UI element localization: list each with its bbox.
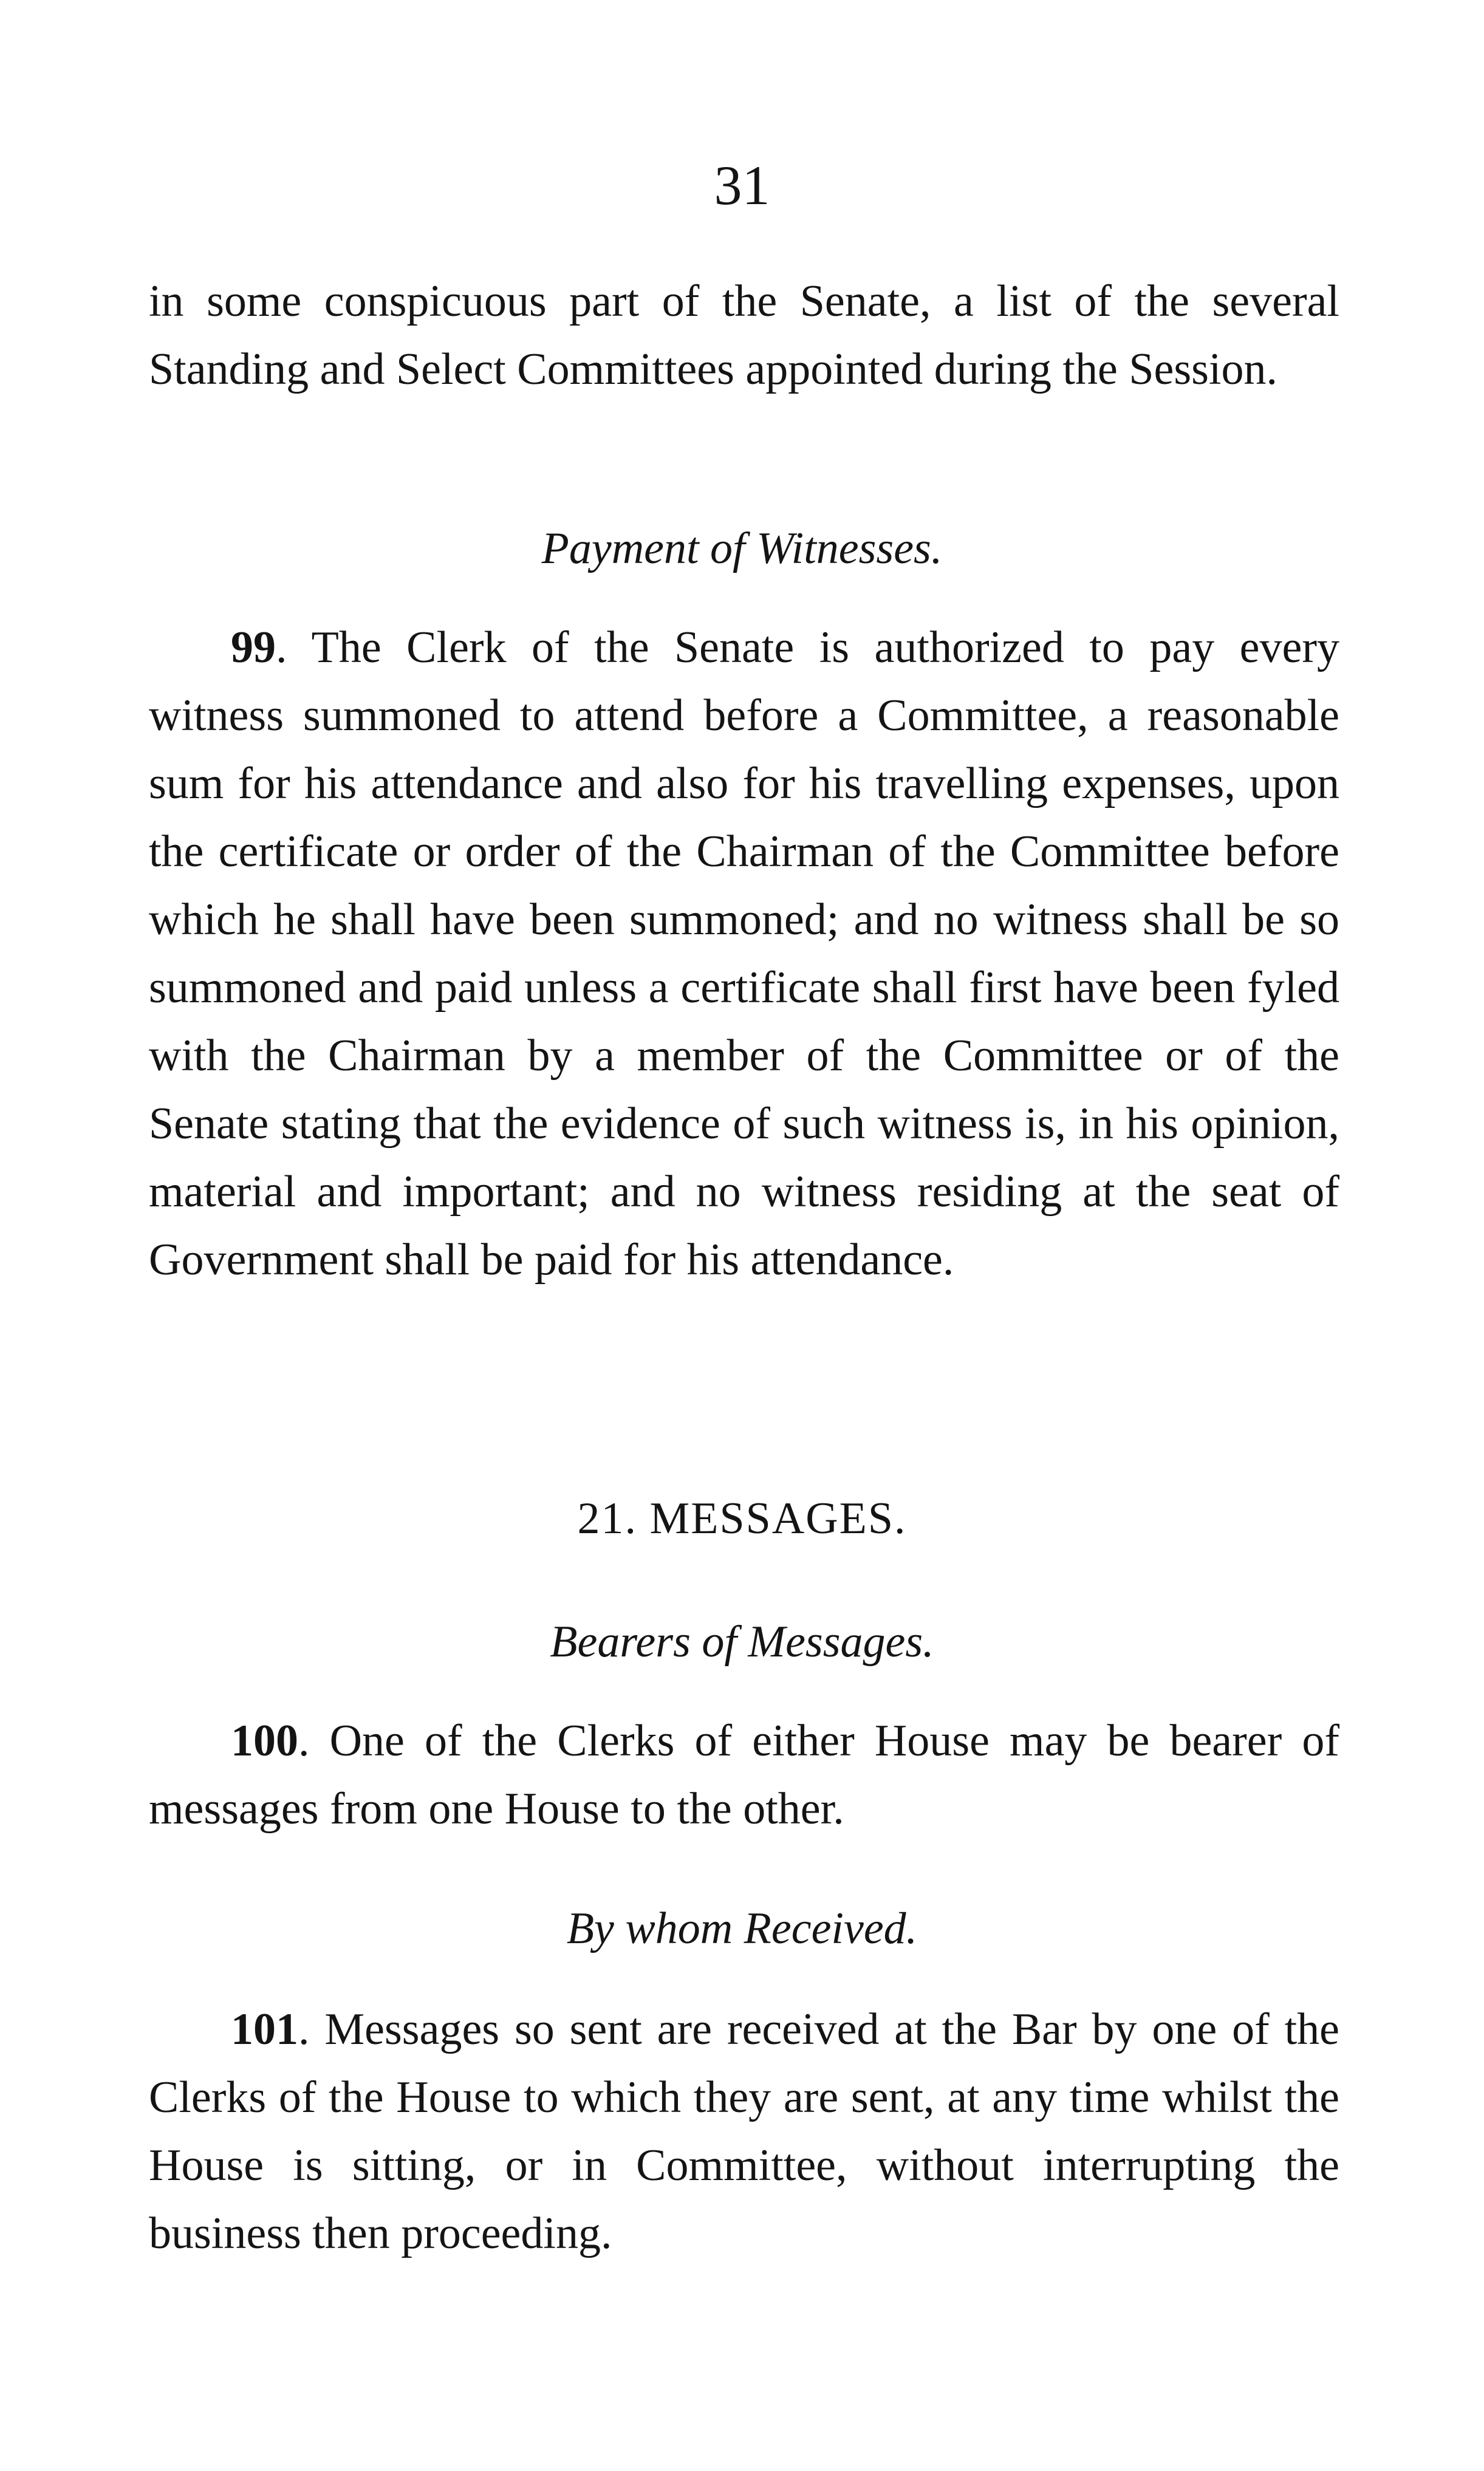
rule-99-paragraph: 99. The Clerk of the Senate is authorized to pay every witness summoned to attend before a Committee, a reasonable sum for his attendance and also for his travelling expenses, upon the certificate or order of the Chairman of the Committee before which he shall have been summoned; and no witness shall be so summoned and paid unless a certificate shall first have been fyled with the Chairman by a member of the Committee or of the Senate stating that the evidence of such witness is, in his opinion, material and important; and no witness residing at the seat of Government shall be paid for his attendance. [149,623,1339,1285]
rule-100-paragraph: 100. One of the Clerks of either House may be bearer of messages from one House to the other. [149,1716,1340,1834]
rule-100-text: One of the Clerks of either House may be bearer of messages from one House to the other. [149,1716,1340,1834]
rule-99-block [149,613,1339,1294]
rule-101-text: Messages so sent are received at the Bar by one of the Clerks of the House to which they are sent, at any time whilst the House is sitting, or in Committee, without interrupting the business then proceeding. [149,2004,1339,2258]
chapter-heading-messages: 21. MESSAGES. [577,1494,907,1543]
rule-101-paragraph: 101. Messages so sent are received at the Bar by one of the Clerks of the House to which they are sent, at any time whilst the House is sitting, or in Committee, without interrupting the business then proceeding. [149,2004,1339,2258]
continuation-paragraph: in some conspicuous part of the Senate, a list of the several Standing and Select Committees appointed during the Session. [149,276,1339,394]
rule-100-block [149,1707,1339,1843]
heading-bearers-of-messages: Bearers of Messages. [550,1617,934,1667]
rule-101-block [149,1995,1339,2268]
heading-payment-of-witnesses: Payment of Witnesses. [541,524,943,573]
page-number: 31 [714,154,770,216]
rule-101-number: 101 [231,2004,298,2054]
rule-99-text: The Clerk of the Senate is authorized to pay every witness summoned to attend before a Committee, a reasonable sum for his attendance and also for his travelling expenses, upon the certificate or order of the Chairman of the Committee before which he shall have been summoned; and no witness shall be so summoned and paid unless a certificate shall first have been fyled with the Chairman by a member of the Committee or of the Senate stating that the evidence of such witness is, in his opinion, material and important; and no witness residing at the seat of Government shall be paid for his attendance. [149,623,1339,1285]
rule-100-number: 100 [231,1716,298,1766]
heading-by-whom-received: By whom Received. [566,1904,918,1953]
rule-99-number: 99 [231,623,276,672]
continuation-block [149,267,1339,403]
